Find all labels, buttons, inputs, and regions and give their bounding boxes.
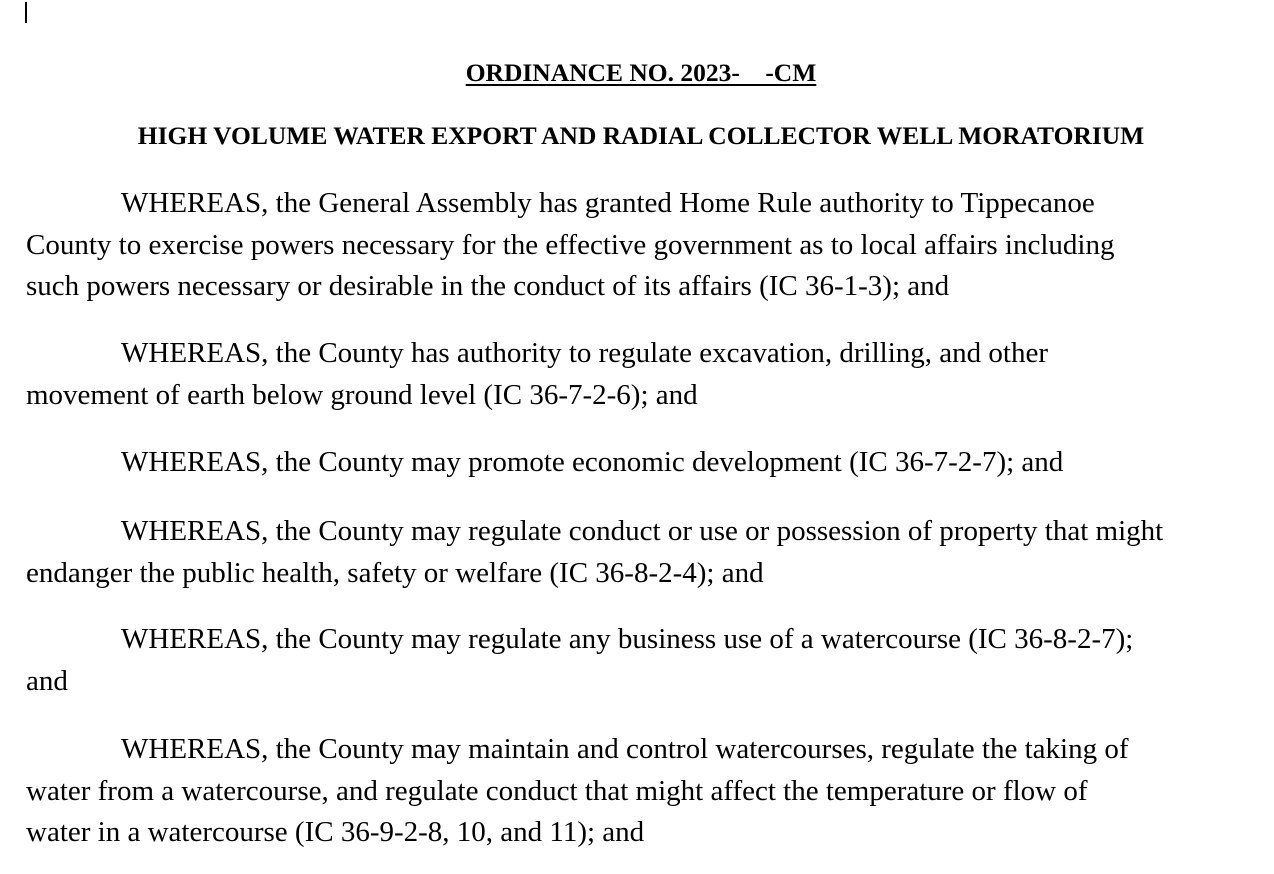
whereas-paragraph-2: [26, 333, 1252, 416]
paragraph-line: WHEREAS, the County may maintain and control watercourses, regulate the taking of: [121, 733, 1129, 765]
paragraph-line: County to exercise powers necessary for the effective government as to local affairs including: [26, 228, 1115, 261]
paragraph-line: WHEREAS, the County may regulate conduct or use or possession of property that might: [121, 515, 1164, 547]
paragraph-line: water from a watercourse, and regulate conduct that might affect the temperature or flow of: [26, 774, 1088, 807]
paragraph-line: movement of earth below ground level (IC 36-7-2-6); and: [26, 378, 698, 411]
paragraph-line: WHEREAS, the County has authority to regulate excavation, drilling, and other: [121, 337, 1048, 369]
whereas-paragraph-6: [26, 729, 1252, 854]
paragraph-line: such powers necessary or desirable in the conduct of its affairs (IC 36-1-3); and: [26, 270, 950, 302]
whereas-paragraph-1: [26, 183, 1252, 308]
paragraph-line: and: [26, 664, 68, 697]
paragraph-line: endanger the public health, safety or welfare (IC 36-8-2-4); and: [26, 556, 764, 589]
ordinance-subtitle: HIGH VOLUME WATER EXPORT AND RADIAL COLLECTOR WELL MORATORIUM: [137, 121, 1145, 150]
whereas-paragraph-3: [26, 442, 1252, 484]
ordinance-title: ORDINANCE NO. 2023- -CM: [465, 58, 817, 87]
paragraph-line: water in a watercourse (IC 36-9-2-8, 10, and 11); and: [26, 816, 645, 848]
paragraph-line: WHEREAS, the General Assembly has granted Home Rule authority to Tippecanoe: [121, 187, 1095, 219]
text-cursor: [25, 2, 27, 23]
paragraph-line: WHEREAS, the County may regulate any business use of a watercourse (IC 36-8-2-7);: [121, 623, 1134, 655]
whereas-paragraph-4: [26, 511, 1252, 594]
whereas-paragraph-5: [26, 619, 1252, 702]
paragraph-line: WHEREAS, the County may promote economic development (IC 36-7-2-7); and: [121, 446, 1064, 478]
